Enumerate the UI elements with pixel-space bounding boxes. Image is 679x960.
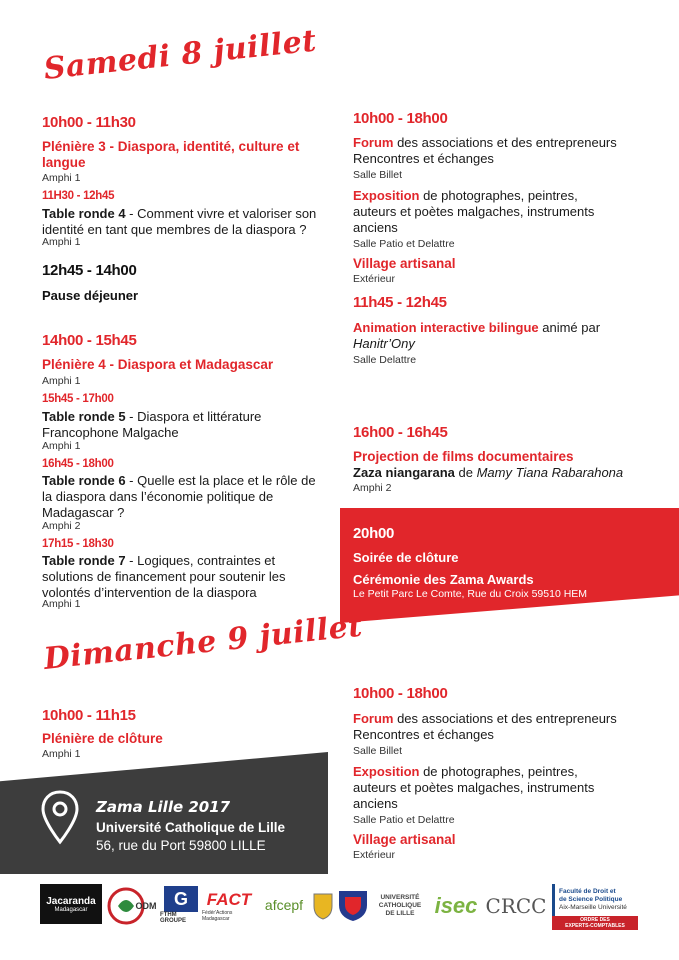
subsession-description: Table ronde 6 - Quelle est la place et le rôle de la diaspora dans l’économie politique de Madagascar ? bbox=[42, 473, 316, 520]
session-title: Plénière 3 - Diaspora, identité, culture et langue bbox=[42, 139, 300, 170]
location-pin-icon bbox=[40, 790, 80, 846]
forum-description: Forum des associations et des entrepreneurs Rencontres et échanges bbox=[353, 711, 617, 742]
subsession-description: Table ronde 7 - Logiques, contraintes et solutions de financement pour soutenir les volontés d’intervention de la diaspora bbox=[42, 553, 286, 600]
animation-description: Animation interactive bilingue animé par Hanitr’Ony bbox=[353, 320, 601, 351]
subsession-room: Amphi 1 bbox=[42, 598, 81, 610]
crcc-logo bbox=[482, 886, 550, 926]
accountants-order-logo bbox=[552, 916, 638, 930]
logo-text: UNIVERSITÉ bbox=[380, 894, 420, 901]
emblem-logo bbox=[312, 890, 334, 920]
session-title: Plénière de clôture bbox=[42, 731, 163, 746]
session-room: Amphi 1 bbox=[42, 375, 81, 387]
subsession-time: 17h15 - 18h30 bbox=[42, 538, 114, 550]
evening-title: Soirée de clôture bbox=[353, 550, 459, 565]
logo-text: Aix-Marseille Université bbox=[559, 904, 627, 911]
village-label: Village artisanal bbox=[353, 832, 456, 847]
odm-logo bbox=[106, 886, 158, 926]
exhibition-room: Salle Patio et Delattre bbox=[353, 814, 455, 826]
logo-subtext: Madagascar bbox=[54, 906, 88, 913]
forum-room: Salle Billet bbox=[353, 745, 403, 757]
logo-subtext: FTHM GROUPE bbox=[160, 912, 187, 924]
logo-text: DE LILLE bbox=[385, 910, 415, 917]
session-time: 10h00 - 11h30 bbox=[42, 114, 136, 131]
subsession-time: 11H30 - 12h45 bbox=[42, 190, 115, 202]
logo-text: de Science Politique bbox=[559, 896, 623, 903]
session-time: 11h45 - 12h45 bbox=[353, 294, 447, 311]
law-faculty-logo bbox=[552, 884, 638, 916]
logo-text: CATHOLIQUE bbox=[378, 902, 422, 909]
subsession-room: Amphi 1 bbox=[42, 440, 81, 452]
village-label: Village artisanal bbox=[353, 256, 456, 271]
evening-address: Le Petit Parc Le Comte, Rue du Croix 59510 HEM bbox=[353, 588, 588, 600]
subsession-description: Table ronde 4 - Comment vivre et valoriser son identité en tant que membres de la diaspora ? bbox=[42, 206, 317, 237]
projection-description: Zaza niangarana de Mamy Tiana Rabarahona bbox=[353, 465, 624, 480]
session-room: Amphi 1 bbox=[42, 172, 81, 184]
saturday-title: Samedi 8 juillet bbox=[42, 23, 319, 87]
catholic-university-logo bbox=[372, 890, 428, 922]
session-time: 10h00 - 18h00 bbox=[353, 110, 448, 127]
university-name: Université Catholique de Lille bbox=[96, 820, 286, 835]
session-time: 16h00 - 16h45 bbox=[353, 424, 448, 441]
isec-logo bbox=[432, 886, 480, 926]
fthm-logo bbox=[160, 884, 202, 926]
afcepf-logo bbox=[258, 890, 310, 920]
subsession-time: 15h45 - 17h00 bbox=[42, 393, 114, 405]
jacaranda-logo bbox=[40, 884, 102, 924]
logo-text: ODM bbox=[135, 901, 157, 911]
projection-room: Amphi 2 bbox=[353, 482, 392, 494]
lunch-label: Pause déjeuner bbox=[42, 288, 139, 303]
animation-room: Salle Delattre bbox=[353, 354, 417, 366]
crest-logo bbox=[336, 888, 370, 922]
village-room: Extérieur bbox=[353, 849, 396, 861]
exhibition-room: Salle Patio et Delattre bbox=[353, 238, 455, 250]
subsession-time: 16h45 - 18h00 bbox=[42, 458, 114, 470]
logo-text: FACT bbox=[206, 890, 252, 909]
logo-subtext: Fédér'Actions Madagascar bbox=[202, 910, 233, 922]
projection-title: Projection de films documentaires bbox=[353, 449, 574, 464]
session-time: 10h00 - 11h15 bbox=[42, 707, 136, 724]
logo-text: CRCC bbox=[485, 894, 547, 918]
awards-title: Cérémonie des Zama Awards bbox=[353, 572, 534, 587]
subsession-room: Amphi 2 bbox=[42, 520, 81, 532]
fact-logo bbox=[202, 884, 256, 928]
logo-text: isec bbox=[434, 893, 478, 918]
lunch-time: 12h45 - 14h00 bbox=[42, 262, 137, 279]
event-name: Zama Lille 2017 bbox=[96, 798, 231, 816]
session-time: 10h00 - 18h00 bbox=[353, 685, 448, 702]
logo-text: Jacaranda bbox=[46, 895, 96, 907]
subsession-room: Amphi 1 bbox=[42, 236, 81, 248]
exhibition-description: Exposition de photographes, peintres, auteurs et poètes malgaches, instruments anciens bbox=[353, 764, 595, 811]
logo-text: G bbox=[164, 886, 198, 912]
logo-text: EXPERTS-COMPTABLES bbox=[565, 923, 625, 929]
forum-room: Salle Billet bbox=[353, 169, 403, 181]
venue-address: 56, rue du Port 59800 LILLE bbox=[96, 838, 266, 853]
logo-text: afcepf bbox=[264, 897, 304, 913]
logo-text: ORDRE DES bbox=[580, 917, 610, 923]
evening-time: 20h00 bbox=[353, 525, 395, 542]
session-time: 14h00 - 15h45 bbox=[42, 332, 137, 349]
forum-description: Forum des associations et des entrepreneurs Rencontres et échanges bbox=[353, 135, 617, 166]
session-title: Plénière 4 - Diaspora et Madagascar bbox=[42, 357, 274, 372]
session-room: Amphi 1 bbox=[42, 748, 81, 760]
exhibition-description: Exposition de photographes, peintres, auteurs et poètes malgaches, instruments anciens bbox=[353, 188, 595, 235]
subsession-description: Table ronde 5 - Diaspora et littérature Francophone Malgache bbox=[42, 409, 262, 440]
sunday-title: Dimanche 9 juillet bbox=[42, 608, 365, 677]
village-room: Extérieur bbox=[353, 273, 396, 285]
logo-text: Faculté de Droit et bbox=[559, 888, 616, 895]
